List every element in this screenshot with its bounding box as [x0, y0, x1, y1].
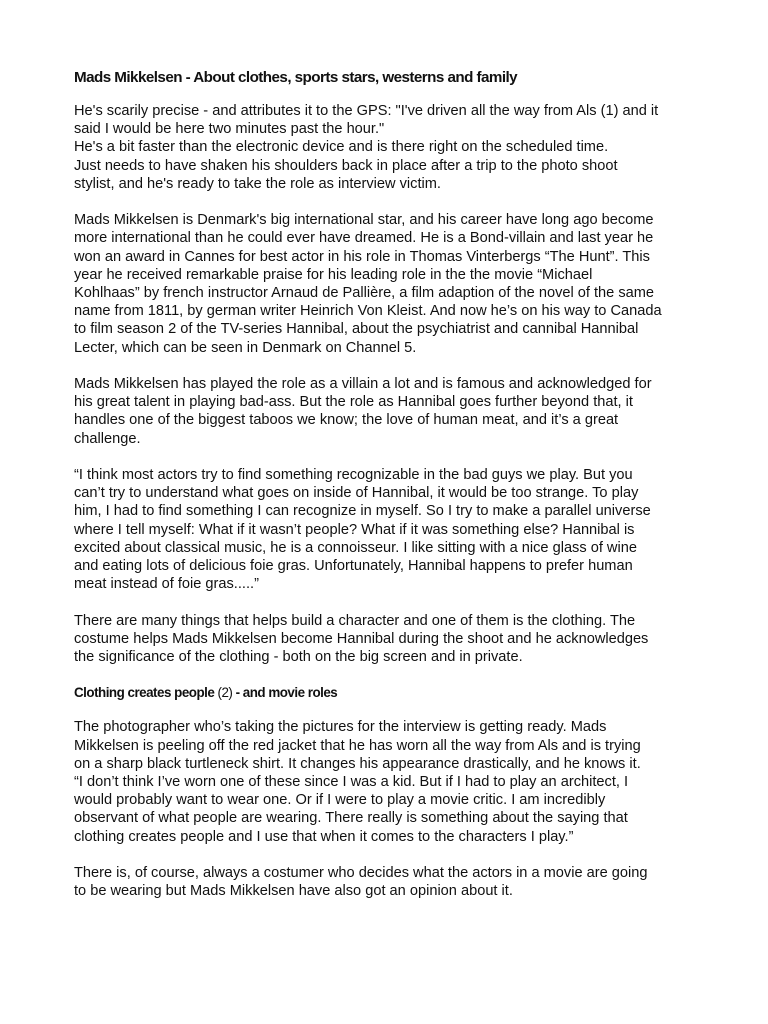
- text-line: Kohlhaas” by french instructor Arnaud de Pallière, a film adaption of the novel of the same: [74, 285, 655, 302]
- text-line: clothing creates people and I use that when it comes to the characters I play.”: [74, 828, 574, 845]
- text-line: excited about classical music, he is a connoisseur. I like sitting with a nice glass of wine: [74, 539, 637, 556]
- text-line: on a sharp black turtleneck shirt. It changes his appearance drastically, and he knows it.: [74, 755, 641, 772]
- text-line: There are many things that helps build a character and one of them is the clothing. The: [74, 612, 636, 629]
- subheading-part: - and movie roles: [235, 685, 338, 701]
- text-line: name from 1811, by german writer Heinrich Von Kleist. And now he’s on his way to Canada: [74, 303, 662, 320]
- text-line: his great talent in playing bad-ass. But the role as Hannibal goes further beyond that, it: [74, 394, 633, 411]
- text-line: won an award in Cannes for best actor in his role in Thomas Vinterbergs “The Hunt”. This: [74, 248, 650, 265]
- text-line: to film season 2 of the TV-series Hannibal, about the psychiatrist and cannibal Hannibal: [74, 321, 639, 338]
- text-line: Mikkelsen is peeling off the red jacket that he has worn all the way from Als and is trying: [74, 737, 641, 754]
- text-line: He's a bit faster than the electronic device and is there right on the scheduled time.: [74, 139, 609, 156]
- text-line: more international than he could ever have dreamed. He is a Bond-villain and last year he: [74, 230, 654, 247]
- paragraph-intro: [74, 102, 706, 193]
- text-line: year he received remarkable praise for his leading role in the the movie “Michael: [74, 266, 593, 283]
- document-title: Mads Mikkelsen - About clothes, sports stars, westerns and family: [74, 69, 518, 86]
- document-body: [74, 68, 706, 919]
- paragraph-clothing: [74, 612, 706, 667]
- subheading-part: Clothing creates people: [74, 685, 215, 701]
- text-line: Mads Mikkelsen has played the role as a villain a lot and is famous and acknowledged for: [74, 376, 652, 393]
- paragraph-quote: [74, 466, 706, 593]
- text-line: The photographer who’s taking the pictures for the interview is getting ready. Mads: [74, 719, 607, 736]
- text-line: meat instead of foie gras.....”: [74, 576, 259, 593]
- paragraph-villain: [74, 375, 706, 448]
- subheading-part: (2): [214, 685, 236, 701]
- text-line: said I would be here two minutes past the hour.": [74, 121, 385, 138]
- text-line: There is, of course, always a costumer who decides what the actors in a movie are going: [74, 865, 648, 882]
- text-line: Mads Mikkelsen is Denmark's big international star, and his career have long ago become: [74, 212, 654, 229]
- text-line: can’t try to understand what goes on inside of Hannibal, it would be too strange. To play: [74, 485, 639, 502]
- section-subheading: [74, 684, 706, 702]
- text-line: would probably want to wear one. Or if I were to play a movie critic. I am incredibly: [74, 792, 606, 809]
- text-line: the significance of the clothing - both on the big screen and in private.: [74, 649, 523, 666]
- text-line: He's scarily precise - and attributes it to the GPS: "I've driven all the way from Als (1) and it: [74, 103, 659, 119]
- text-line: “I think most actors try to find something recognizable in the bad guys we play. But you: [74, 467, 633, 484]
- text-line: stylist, and he's ready to take the role as interview victim.: [74, 175, 441, 192]
- text-line: him, I had to find something I can recognize in myself. So I try to make a parallel universe: [74, 503, 651, 520]
- paragraph-career: [74, 211, 706, 357]
- text-line: to be wearing but Mads Mikkelsen have also got an opinion about it.: [74, 883, 513, 900]
- text-line: “I don’t think I’ve worn one of these since I was a kid. But if I had to play an architect, I: [74, 774, 629, 791]
- text-line: challenge.: [74, 430, 141, 447]
- text-line: where I tell myself: What if it wasn’t people? What if it was something else? Hannibal is: [74, 521, 635, 538]
- paragraph-photographer: [74, 718, 706, 845]
- text-line: handles one of the biggest taboos we know; the love of human meat, and it’s a great: [74, 412, 619, 429]
- text-line: observant of what people are wearing. There really is something about the saying that: [74, 810, 628, 827]
- text-line: and eating lots of delicious foie gras. Unfortunately, Hannibal happens to prefer human: [74, 558, 633, 575]
- text-line: Just needs to have shaken his shoulders back in place after a trip to the photo shoot: [74, 157, 618, 174]
- text-line: Lecter, which can be seen in Denmark on Channel 5.: [74, 339, 417, 356]
- text-line: costume helps Mads Mikkelsen become Hannibal during the shoot and he acknowledges: [74, 630, 649, 647]
- paragraph-costumer: [74, 864, 706, 900]
